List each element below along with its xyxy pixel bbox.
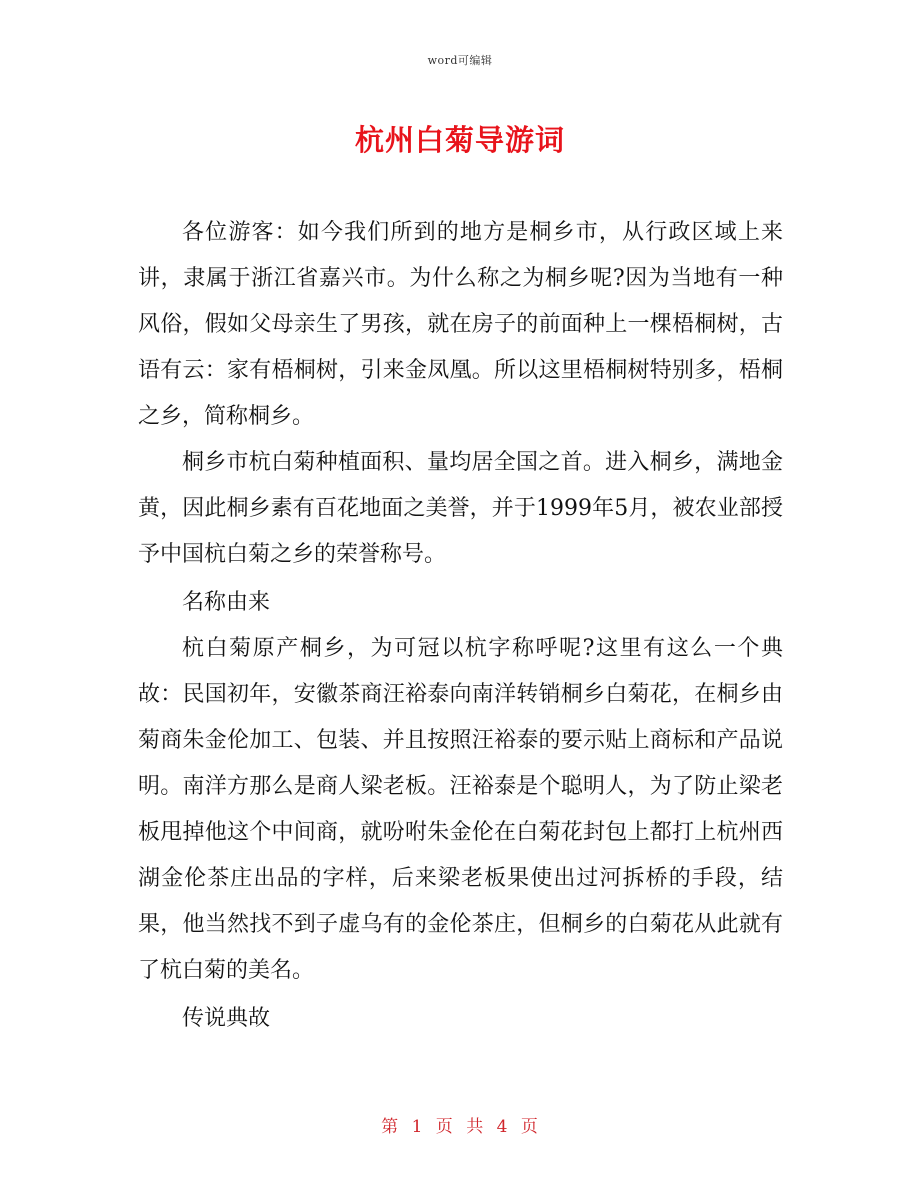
document-body	[138, 210, 783, 1042]
paragraph-name-origin: 杭白菊原产桐乡，为可冠以杭字称呼呢?这里有这么一个典故：民国初年，安徽茶商汪裕泰向南洋转销桐乡白菊花，在桐乡由菊商朱金伦加工、包装、并且按照汪裕泰的要示贴上商标和产品说明。南洋方那么是商人梁老板。汪裕泰是个聪明人，为了防止梁老板甩掉他这个中间商，就吩咐朱金伦在白菊花封包上都打上杭州西湖金伦茶庄出品的字样，后来梁老板果使出过河拆桥的手段，结果，他当然找不到子虚乌有的金伦茶庄，但桐乡的白菊花从此就有了杭白菊的美名。	[138, 636, 783, 983]
page-number-footer: 第 1 页 共 4 页	[381, 1117, 539, 1137]
section-heading-legend: 传说典故	[182, 1006, 271, 1031]
paragraph-planting: 桐乡市杭白菊种植面积、量均居全国之首。进入桐乡，满地金黄，因此桐乡素有百花地面之美誉，并于1999年5月，被农业部授予中国杭白菊之乡的荣誉称号。	[138, 450, 783, 567]
header-watermark: word可编辑	[427, 54, 493, 67]
section-heading-name-origin: 名称由来	[182, 590, 271, 615]
document-title: 杭州白菊导游词	[354, 123, 565, 157]
paragraph-intro: 各位游客：如今我们所到的地方是桐乡市，从行政区域上来讲，隶属于浙江省嘉兴市。为什么称之为桐乡呢?因为当地有一种风俗，假如父母亲生了男孩，就在房子的前面种上一棵梧桐树，古语有云：家有梧桐树，引来金凤凰。所以这里梧桐树特别多，梧桐之乡，简称桐乡。	[138, 220, 783, 429]
